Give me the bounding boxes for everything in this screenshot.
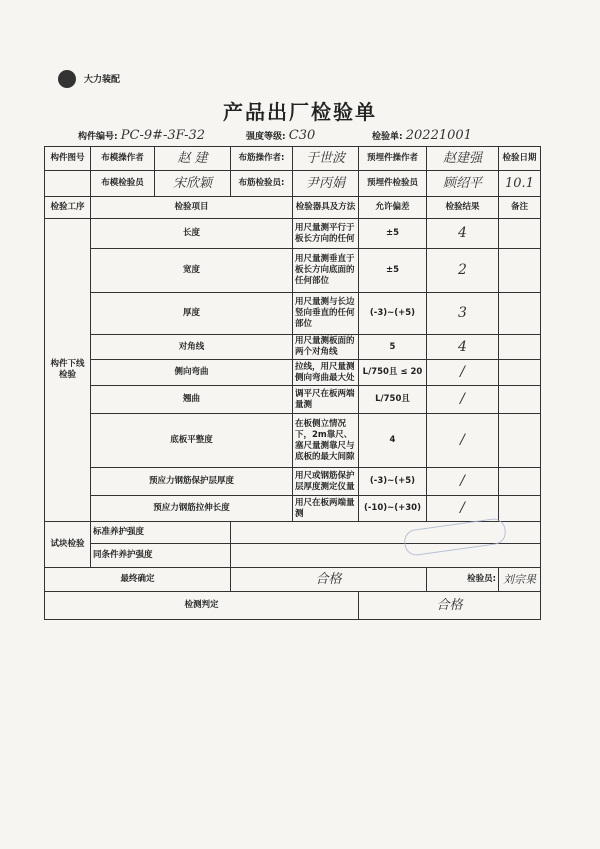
col-note: 备注	[499, 197, 541, 219]
row-result: 3	[427, 293, 499, 335]
staff-row-1	[45, 147, 541, 171]
embed-op-value: 赵建强	[427, 147, 499, 171]
rebar-op-value: 于世波	[293, 147, 359, 171]
grade-field	[246, 128, 315, 143]
judge-row	[45, 592, 541, 620]
process-name: 构件下线检验	[45, 219, 91, 522]
table-row	[45, 335, 541, 360]
grade-value: C30	[288, 128, 316, 143]
row-result: /	[427, 386, 499, 414]
row-item: 底板平整度	[91, 414, 293, 468]
row-item: 预应力钢筋拉伸长度	[91, 496, 293, 522]
row-result: /	[427, 468, 499, 496]
row-tolerance: 5	[359, 335, 427, 360]
row-tool: 调平尺在板两端量测	[293, 386, 359, 414]
table-row	[45, 219, 541, 249]
part-no-field	[78, 128, 205, 143]
row-item: 宽度	[91, 249, 293, 293]
col-result: 检验结果	[427, 197, 499, 219]
page-title: 产品出厂检验单	[223, 100, 377, 124]
grade-label: 强度等级:	[246, 132, 286, 142]
row-item: 厚度	[91, 293, 293, 335]
rebar-insp-label: 布筋检验员:	[231, 171, 293, 197]
inspector-label: 检验员:	[427, 568, 499, 592]
row-tolerance: ±5	[359, 249, 427, 293]
staff-row-2	[45, 171, 541, 197]
row-result: 2	[427, 249, 499, 293]
row-tolerance: 4	[359, 414, 427, 468]
specimen-label: 试块检验	[45, 522, 91, 568]
row-tolerance: L/750且 ≤ 20	[359, 360, 427, 386]
col-item: 检验项目	[91, 197, 293, 219]
embed-op-label: 预埋件操作者	[359, 147, 427, 171]
inspection-table	[44, 146, 541, 620]
inspector-value: 刘宗果	[499, 568, 541, 592]
company-name: 大力装配	[84, 75, 121, 85]
row-tool: 在板侧立情况下，2m靠尺、塞尺量测靠尺与底板的最大间隙	[293, 414, 359, 468]
formwork-insp-label: 布模检验员	[91, 171, 155, 197]
row-result: 4	[427, 335, 499, 360]
table-row	[45, 293, 541, 335]
inspect-date-label: 检验日期	[499, 147, 541, 171]
company-logo-icon	[58, 70, 76, 88]
table-row	[45, 496, 541, 522]
table-row	[45, 414, 541, 468]
row-tool: 用尺或钢筋保护层厚度测定仪量	[293, 468, 359, 496]
same-cure-label: 同条件养护强度	[91, 544, 231, 568]
row-tool: 用尺量测板面的两个对角线	[293, 335, 359, 360]
row-tool: 用尺在板两端量测	[293, 496, 359, 522]
table-row	[45, 386, 541, 414]
final-row	[45, 568, 541, 592]
col-tolerance: 允许偏差	[359, 197, 427, 219]
row-tolerance: (-3)~(+5)	[359, 468, 427, 496]
inspect-date-value: 10.1	[499, 171, 541, 197]
row-result: 4	[427, 219, 499, 249]
part-no-value: PC-9#-3F-32	[120, 128, 206, 143]
final-label: 最终确定	[45, 568, 231, 592]
row-tool: 用尺量测平行于板长方向的任何	[293, 219, 359, 249]
date-field	[372, 128, 472, 143]
part-no-label: 构件编号:	[78, 132, 118, 142]
column-header-row	[45, 197, 541, 219]
date-label: 检验单:	[372, 132, 403, 142]
row-item: 侧向弯曲	[91, 360, 293, 386]
row-tool: 用尺量测与长边竖向垂直的任何部位	[293, 293, 359, 335]
row-item: 翘曲	[91, 386, 293, 414]
col-process: 检验工序	[45, 197, 91, 219]
part-drawing-label: 构件图号	[45, 147, 91, 171]
row-result: /	[427, 496, 499, 522]
std-cure-label: 标准养护强度	[91, 522, 231, 544]
embed-insp-label: 预埋件检验员	[359, 171, 427, 197]
rebar-op-label: 布筋操作者:	[231, 147, 293, 171]
row-tolerance: (-10)~(+30)	[359, 496, 427, 522]
col-tool: 检验器具及方法	[293, 197, 359, 219]
rebar-insp-value: 尹丙娟	[293, 171, 359, 197]
row-item: 预应力钢筋保护层厚度	[91, 468, 293, 496]
row-item: 长度	[91, 219, 293, 249]
row-result: /	[427, 360, 499, 386]
date-value: 20221001	[405, 128, 472, 143]
table-row	[45, 360, 541, 386]
row-tolerance: L/750且	[359, 386, 427, 414]
table-row	[45, 249, 541, 293]
row-result: /	[427, 414, 499, 468]
row-tool: 用尺量测垂直于板长方向底面的任何部位	[293, 249, 359, 293]
row-tool: 拉线，用尺量测侧向弯曲最大处	[293, 360, 359, 386]
judge-label: 检测判定	[45, 592, 359, 620]
row-item: 对角线	[91, 335, 293, 360]
judge-value: 合格	[359, 592, 541, 620]
row-tolerance: (-3)~(+5)	[359, 293, 427, 335]
formwork-op-label: 布模操作者	[91, 147, 155, 171]
formwork-insp-value: 宋欣颖	[155, 171, 231, 197]
formwork-op-value: 赵 建	[155, 147, 231, 171]
embed-insp-value: 顾绍平	[427, 171, 499, 197]
final-value: 合格	[231, 568, 427, 592]
table-row	[45, 468, 541, 496]
row-tolerance: ±5	[359, 219, 427, 249]
